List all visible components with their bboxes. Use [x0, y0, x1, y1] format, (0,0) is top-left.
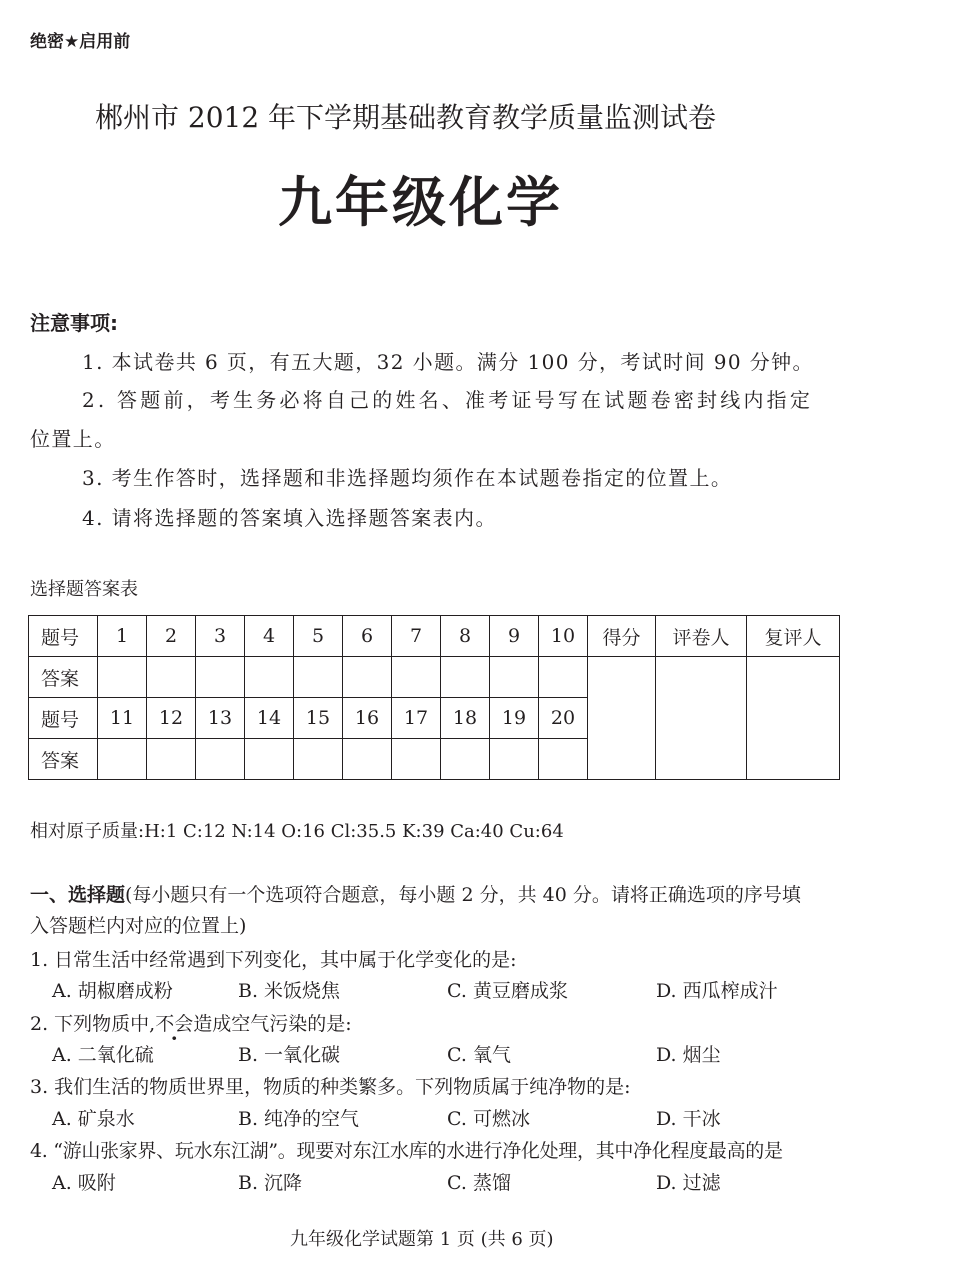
section1-desc-line1: (每小题只有一个选项符合题意，每小题 2 分，共 40 分。请将正确选项的序号填 [125, 884, 801, 906]
question-number-cell: 7 [392, 616, 441, 657]
question-4-option-c: C. 蒸馏 [447, 1172, 511, 1194]
question-number-cell: 13 [196, 698, 245, 739]
answer-cell[interactable] [294, 657, 343, 698]
question-number-cell: 18 [441, 698, 490, 739]
question-3-stem: 3. 我们生活的物质世界里，物质的种类繁多。下列物质属于纯净物的是: [30, 1076, 631, 1098]
score-header: 得分 [588, 616, 656, 657]
question-number-cell: 14 [245, 698, 294, 739]
question-4-option-a: A. 吸附 [52, 1172, 116, 1194]
question-number-cell: 19 [490, 698, 539, 739]
question-number-cell: 20 [539, 698, 588, 739]
answer-cell[interactable] [245, 739, 294, 780]
notice-item-2-continued: 位置上。 [30, 427, 116, 451]
question-2-option-b: B. 一氧化碳 [238, 1044, 341, 1066]
question-4-option-b: B. 沉降 [238, 1172, 303, 1194]
answer-cell[interactable] [294, 739, 343, 780]
answer-cell[interactable] [490, 657, 539, 698]
row-label-answer: 答案 [29, 657, 98, 698]
section1-intro [30, 880, 801, 907]
answer-cell[interactable] [245, 657, 294, 698]
question-4-option-d: D. 过滤 [656, 1172, 721, 1194]
section1-heading: 一、选择题 [30, 884, 126, 906]
question-number-cell: 8 [441, 616, 490, 657]
answer-cell[interactable] [147, 657, 196, 698]
table-row-numbers-1 [29, 616, 840, 657]
question-number-cell: 12 [147, 698, 196, 739]
question-3-option-a: A. 矿泉水 [52, 1108, 135, 1130]
answer-cell[interactable] [441, 657, 490, 698]
answer-cell[interactable] [539, 657, 588, 698]
question-2-stem-pre: 2. 下列物质中, [30, 1013, 156, 1035]
question-number-cell: 5 [294, 616, 343, 657]
answer-cell[interactable] [196, 739, 245, 780]
answer-cell[interactable] [98, 739, 147, 780]
answer-cell[interactable] [98, 657, 147, 698]
answer-table [28, 615, 840, 780]
question-2-option-a: A. 二氧化硫 [52, 1044, 154, 1066]
row-label-answer: 答案 [29, 739, 98, 780]
answer-cell[interactable] [196, 657, 245, 698]
answer-cell[interactable] [392, 657, 441, 698]
question-number-cell: 4 [245, 616, 294, 657]
answer-cell[interactable] [490, 739, 539, 780]
question-number-cell: 17 [392, 698, 441, 739]
row-label-number: 题号 [29, 616, 98, 657]
notice-item-4: 4. 请将选择题的答案填入选择题答案表内。 [82, 506, 497, 530]
question-3-option-d: D. 干冰 [656, 1108, 721, 1130]
question-3-option-b: B. 纯净的空气 [238, 1108, 360, 1130]
exam-subtitle: 郴州市 2012 年下学期基础教育教学质量监测试卷 [95, 101, 717, 134]
question-number-cell: 10 [539, 616, 588, 657]
notice-heading: 注意事项: [30, 311, 118, 335]
page-footer: 九年级化学试题第 1 页 (共 6 页) [290, 1229, 554, 1250]
reviewer-header: 复评人 [747, 616, 840, 657]
question-2-emphasis [155, 1013, 193, 1035]
question-3-option-c: C. 可燃冰 [447, 1108, 530, 1130]
score-cell[interactable] [588, 657, 656, 780]
confidential-label: 绝密★启用前 [30, 32, 131, 52]
grader-header: 评卷人 [656, 616, 747, 657]
atomic-mass-line: 相对原子质量:H:1 C:12 N:14 O:16 Cl:35.5 K:39 Ca:40 Cu:64 [30, 821, 564, 842]
section1-desc-line2: 入答题栏内对应的位置上) [30, 915, 247, 937]
question-1-option-c: C. 黄豆磨成浆 [447, 980, 568, 1002]
answer-cell[interactable] [147, 739, 196, 780]
question-4-stem: 4. “游山张家界、玩水东江湖”。现要对东江水库的水进行净化处理，其中净化程度最高的是 [30, 1140, 783, 1162]
question-number-cell: 11 [98, 698, 147, 739]
question-2-emphasis-text: 不会 [155, 1013, 194, 1035]
row-label-number: 题号 [29, 698, 98, 739]
question-2-stem-post: 造成空气污染的是: [193, 1013, 352, 1035]
answer-cell[interactable] [539, 739, 588, 780]
question-number-cell: 1 [98, 616, 147, 657]
answer-cell[interactable] [392, 739, 441, 780]
question-number-cell: 6 [343, 616, 392, 657]
exam-title: 九年级化学 [278, 171, 563, 234]
question-number-cell: 16 [343, 698, 392, 739]
answer-cell[interactable] [343, 739, 392, 780]
question-number-cell: 2 [147, 616, 196, 657]
notice-item-3: 3. 考生作答时，选择题和非选择题均须作在本试题卷指定的位置上。 [82, 466, 733, 490]
question-2-option-d: D. 烟尘 [656, 1044, 721, 1066]
notice-item-1: 1. 本试卷共 6 页，有五大题，32 小题。满分 100 分，考试时间 90 分钟。 [82, 350, 814, 374]
notice-item-2: 2. 答题前，考生务必将自己的姓名、准考证号写在试题卷密封线内指定 [82, 388, 814, 412]
question-number-cell: 9 [490, 616, 539, 657]
question-2-stem [30, 1009, 352, 1036]
question-1-stem: 1. 日常生活中经常遇到下列变化，其中属于化学变化的是: [30, 949, 517, 971]
question-number-cell: 15 [294, 698, 343, 739]
table-row-answers-1 [29, 657, 840, 698]
question-1-option-a: A. 胡椒磨成粉 [52, 980, 173, 1002]
answer-table-caption: 选择题答案表 [30, 579, 138, 600]
grader-cell[interactable] [656, 657, 747, 780]
question-2-option-c: C. 氧气 [447, 1044, 511, 1066]
answer-cell[interactable] [343, 657, 392, 698]
question-number-cell: 3 [196, 616, 245, 657]
reviewer-cell[interactable] [747, 657, 840, 780]
question-1-option-b: B. 米饭烧焦 [238, 980, 341, 1002]
answer-cell[interactable] [441, 739, 490, 780]
question-1-option-d: D. 西瓜榨成汁 [656, 980, 778, 1002]
